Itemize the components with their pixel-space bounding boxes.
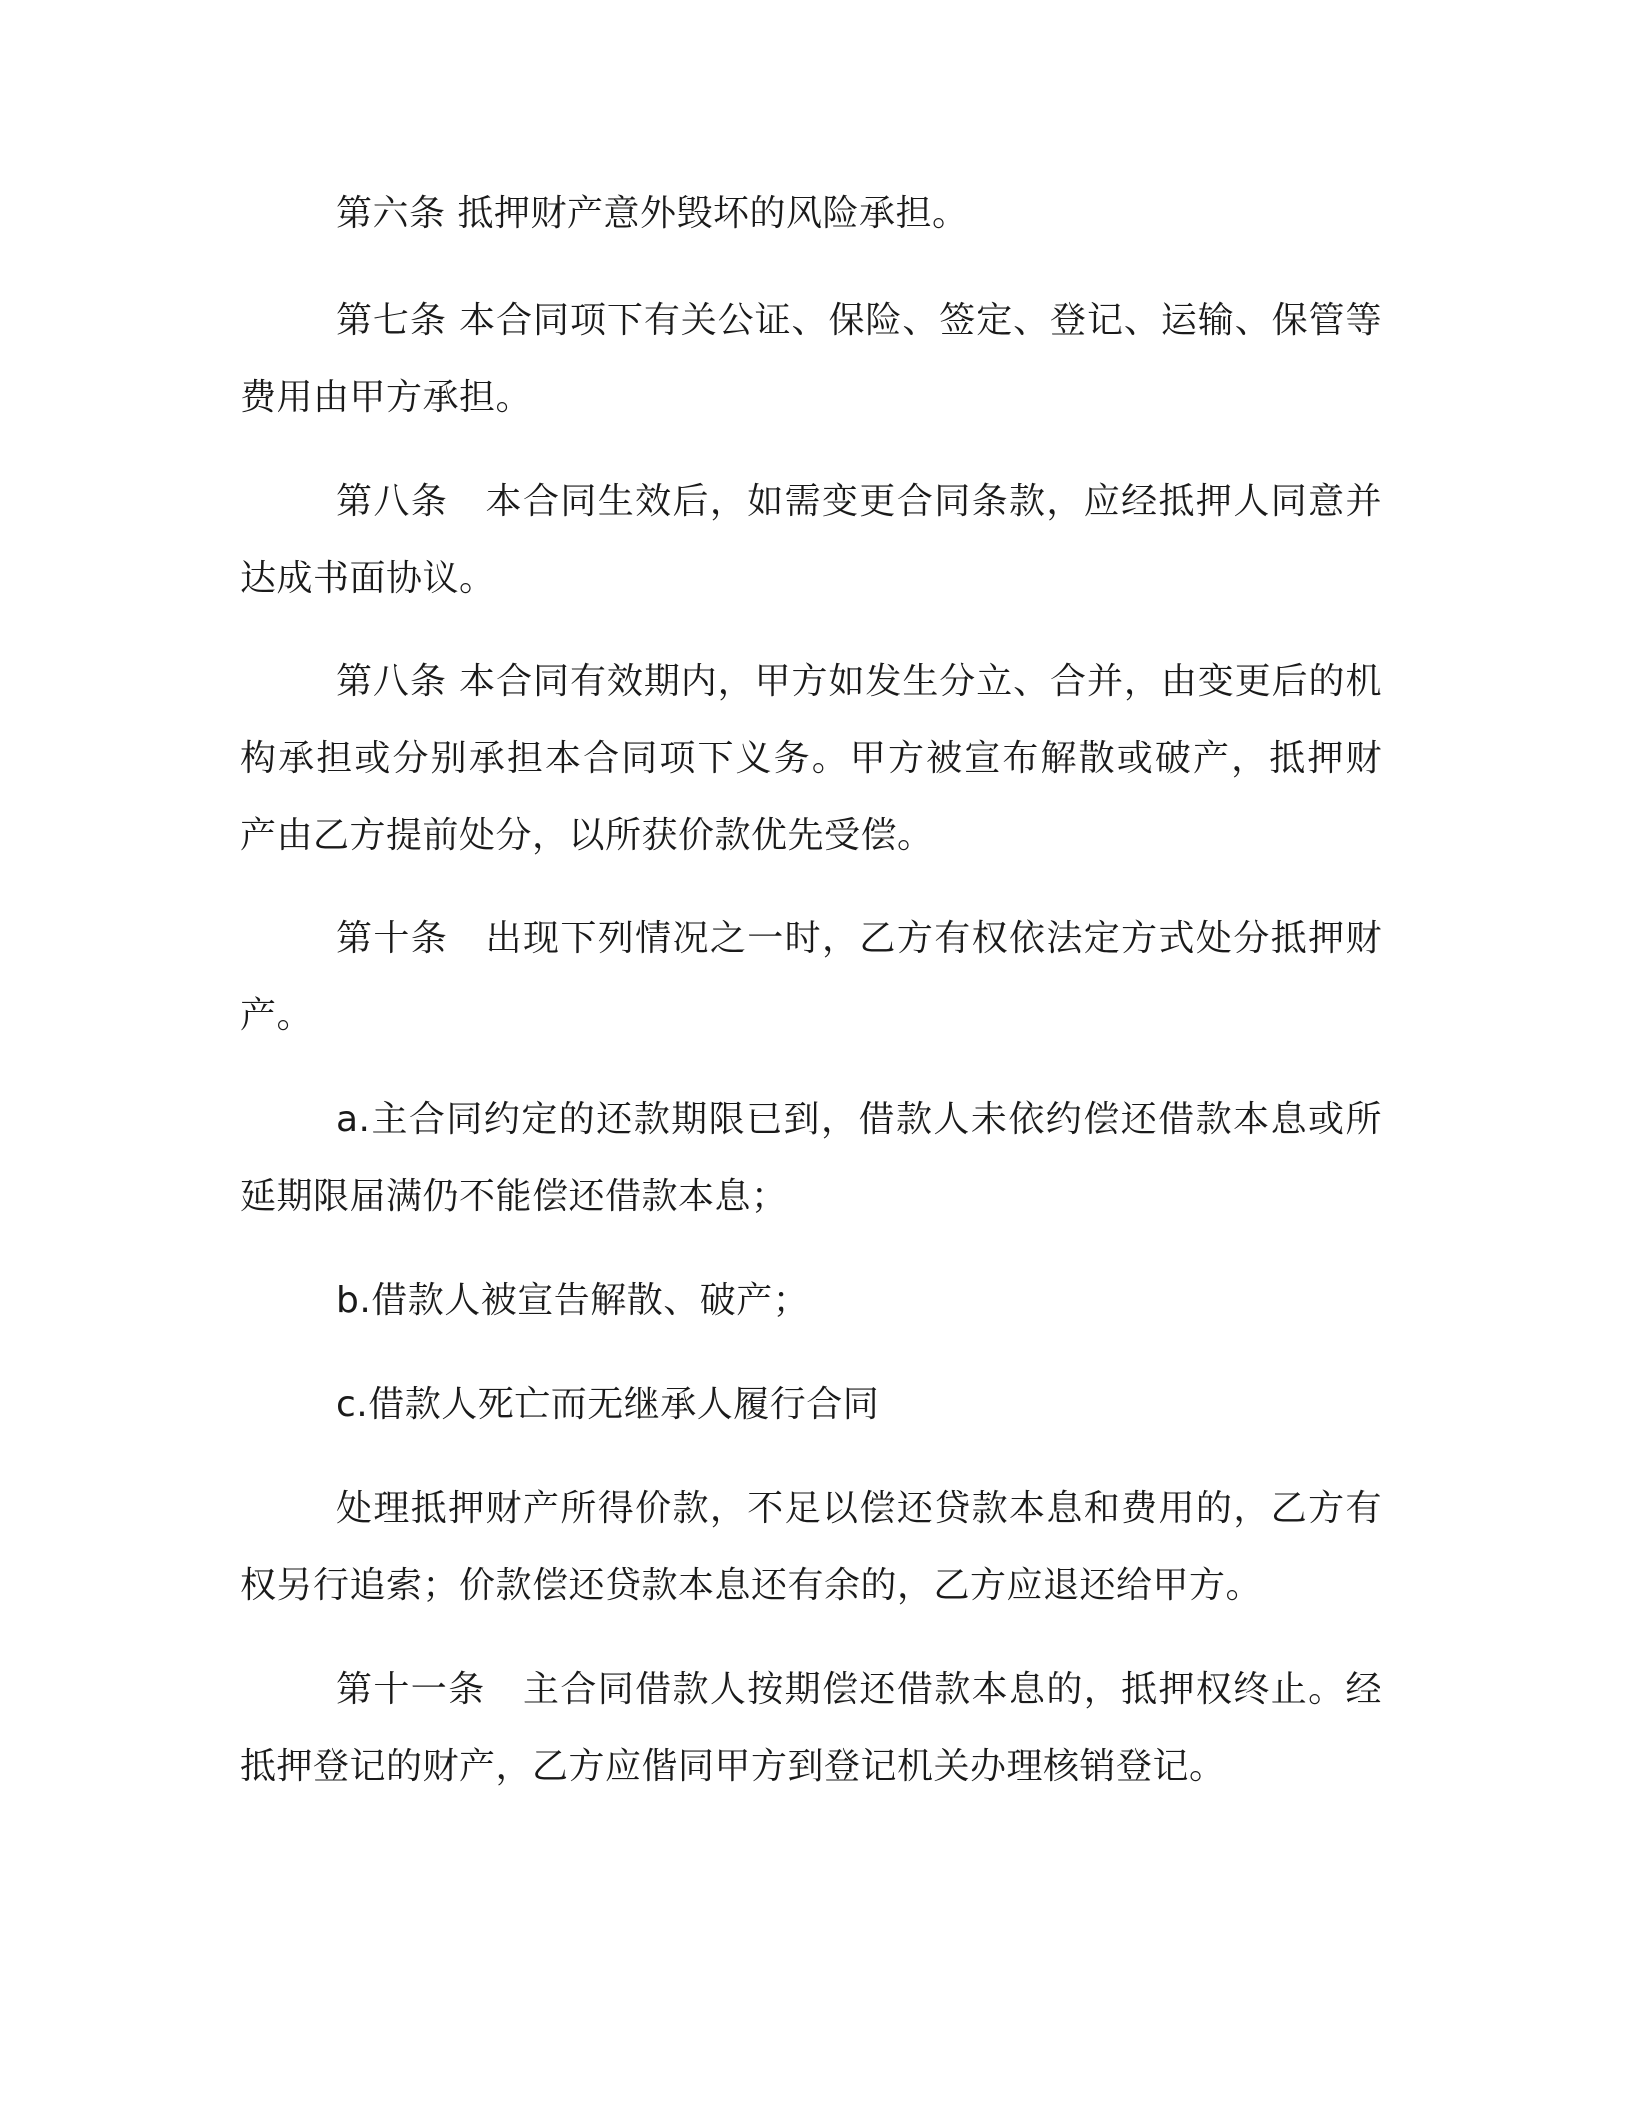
article-8-line-2: 达成书面协议。 <box>240 558 496 599</box>
clause-c <box>240 1366 1382 1443</box>
article-8-line-1: 第八条 本合同生效后，如需变更合同条款，应经抵押人同意并 <box>336 481 1382 522</box>
article-8b-line-1: 第八条 本合同有效期内，甲方如发生分立、合并，由变更后的机 <box>336 661 1382 702</box>
disposal-line-1: 处理抵押财产所得价款，不足以偿还贷款本息和费用的，乙方有 <box>336 1488 1382 1529</box>
article-11 <box>240 1651 1382 1805</box>
article-8b-line-3: 产由乙方提前处分，以所获价款优先受偿。 <box>240 815 934 856</box>
clause-b <box>240 1262 1382 1339</box>
article-8b-line-2: 构承担或分别承担本合同项下义务。甲方被宣布解散或破产，抵押财 <box>240 738 1382 779</box>
article-11-line-2: 抵押登记的财产，乙方应偕同甲方到登记机关办理核销登记。 <box>240 1746 1226 1787</box>
disposal-line-2: 权另行追索；价款偿还贷款本息还有余的，乙方应退还给甲方。 <box>240 1565 1263 1606</box>
article-8 <box>240 463 1382 617</box>
clause-c-line-1: c.借款人死亡而无继承人履行合同 <box>336 1384 880 1425</box>
article-10 <box>240 900 1382 1054</box>
article-6 <box>240 175 1382 252</box>
article-7-line-2: 费用由甲方承担。 <box>240 377 533 418</box>
article-11-line-1: 第十一条 主合同借款人按期偿还借款本息的，抵押权终止。经 <box>336 1669 1382 1710</box>
article-10-line-2: 产。 <box>240 995 314 1036</box>
clause-b-line-1: b.借款人被宣告解散、破产； <box>336 1280 810 1321</box>
clause-a-line-2: 延期限届满仍不能偿还借款本息； <box>240 1176 788 1217</box>
article-10-line-1: 第十条 出现下列情况之一时，乙方有权依法定方式处分抵押财 <box>336 918 1382 959</box>
article-6-line-1: 第六条 抵押财产意外毁坏的风险承担。 <box>336 193 969 234</box>
clause-a-line-1: a.主合同约定的还款期限已到，借款人未依约偿还借款本息或所 <box>336 1099 1382 1140</box>
disposal-paragraph <box>240 1470 1382 1624</box>
clause-a <box>240 1081 1382 1235</box>
article-7-line-1: 第七条 本合同项下有关公证、保险、签定、登记、运输、保管等 <box>336 300 1382 341</box>
article-7 <box>240 282 1382 436</box>
article-8b <box>240 643 1382 874</box>
